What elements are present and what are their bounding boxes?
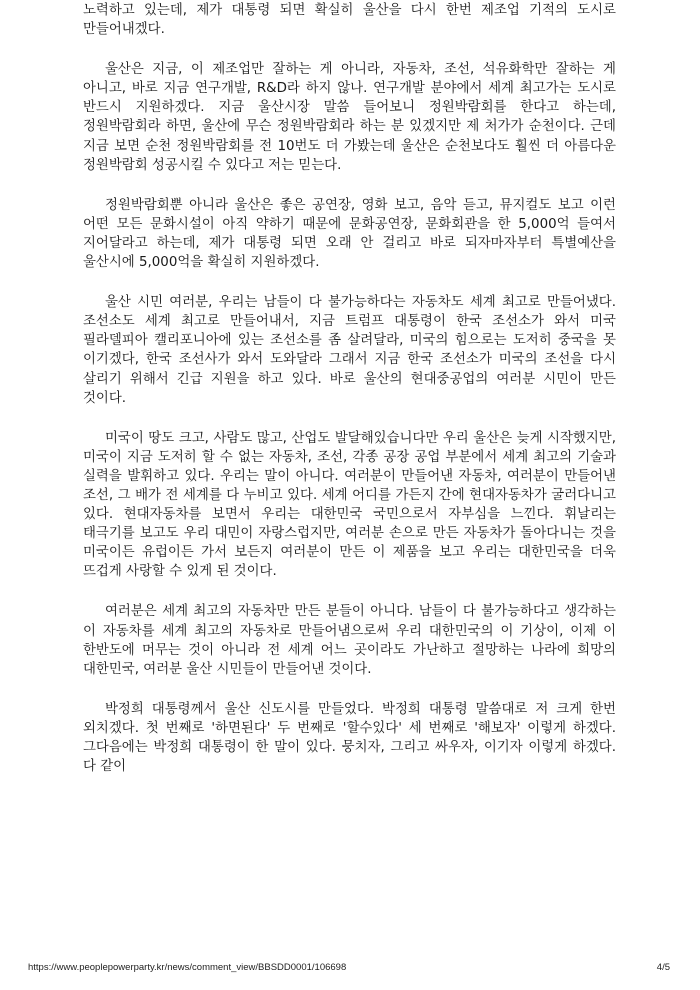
page-footer xyxy=(28,962,670,973)
paragraph-3: 정원박람회뿐 아니라 울산은 좋은 공연장, 영화 보고, 음악 듣고, 뮤지컬도 보고 이런 어떤 모든 문화시설이 아직 약하기 때문에 문화공연장, 문화회관을 한 5,000억 들여서 지어달라고 하는데, 제가 대통령 되면 오래 안 걸리고 바로 되자마자부터 특별예산을 울산시에 5,000억을 확실히 지원하겠다. xyxy=(83,197,616,271)
page-number: 4/5 xyxy=(656,962,670,973)
paragraph-1: 노력하고 있는데, 제가 대통령 되면 확실히 울산을 다시 한번 제조업 기적의 도시로 만들어내겠다. xyxy=(83,3,616,38)
document-body xyxy=(83,0,616,797)
paragraph-2: 울산은 지금, 이 제조업만 잘하는 게 아니라, 자동차, 조선, 석유화학만 잘하는 게 아니고, 바로 지금 연구개발, R&D라 하지 않나. 연구개발 분야에서 세계 최고가는 도시로 반드시 지원하겠다. 지금 울산시장 말씀 들어보니 정원박람회를 한다고 하는데, 정원박람회라 하면, 울산에 무슨 정원박람회라 하는 분 있겠지만 제 처가가 순천이다. 근데 지금 보면 순천 정원박람회를 전 10번도 더 가봤는데 울산은 순천보다도 훨씬 더 아름다운 정원박람회 성공시킬 수 있다고 저는 믿는다. xyxy=(83,62,616,173)
footer-url: https://www.peoplepowerparty.kr/news/comment_view/BBSDD0001/106698 xyxy=(28,962,347,973)
paragraph-5: 미국이 땅도 크고, 사람도 많고, 산업도 발달해있습니다만 우리 울산은 늦게 시작했지만, 미국이 지금 도저히 할 수 없는 자동차, 조선, 각종 공장 공업 부분에서 세계 최고의 기술과 실력을 발휘하고 있다. 우리는 말이 아니다. 여러분이 만들어낸 자동차, 여러분이 만들어낸 조선, 그 배가 전 세계를 다 누비고 있다. 세계 어디를 가든지 간에 현대자동차가 굴러다니고 있다. 현대자동차를 보면서 우리는 대한민국 국민으로서 자부심을 느낀다. 휘날리는 태극기를 보고도 우리 대민이 자랑스럽지만, 여러분 손으로 만든 자동차가 돌아다니는 것을 미국이든 유럽이든 가서 보든지 여러분이 만든 이 제품을 보고 우리는 대한민국을 더욱 뜨겁게 사랑할 수 있게 된 것이다. xyxy=(83,430,616,580)
paragraph-6: 여러분은 세계 최고의 자동차만 만든 분들이 아니다. 남들이 다 불가능하다고 생각하는 이 자동차를 세계 최고의 자동차로 만들어냄으로써 우리 대한민국의 이 기상이, 이제 이 한반도에 머무는 것이 아니라 전 세계 어느 곳이라도 가난하고 절망하는 나라에 희망의 대한민국, 여러분 울산 시민들이 만들어낸 것이다. xyxy=(83,604,616,677)
paragraph-7: 박정희 대통령께서 울산 신도시를 만들었다. 박정희 대통령 말씀대로 저 크게 한번 외치겠다. 첫 번째로 '하면된다' 두 번째로 '할수있다' 세 번째로 '해보자' 이렇게 하겠다. 그다음에는 박정희 대통령이 한 말이 있다. 뭉치자, 그리고 싸우자, 이기자 이렇게 하겠다. 다 같이 xyxy=(83,701,616,775)
paragraph-4: 울산 시민 여러분, 우리는 남들이 다 불가능하다는 자동차도 세계 최고로 만들어냈다. 조선소도 세계 최고로 만들어내서, 지금 트럼프 대통령이 한국 조선소가 와서 미국 필라델피아 캘리포니아에 있는 조선소를 좀 살려달라, 미국의 힘으로는 도저히 중국을 못 이기겠다, 한국 조선사가 와서 도와달라 그래서 지금 한국 조선소가 미국의 조선을 다시 살리기 위해서 긴급 지원을 하고 있다. 바로 울산의 현대중공업의 여러분 시민이 만든 것이다. xyxy=(83,295,616,406)
